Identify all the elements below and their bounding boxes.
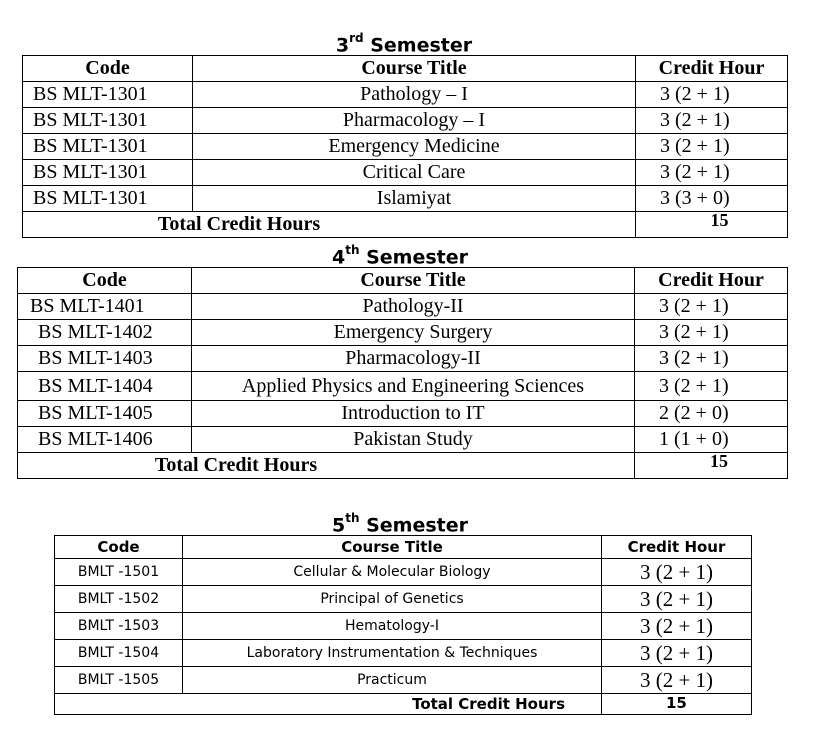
credit-hour: 3 (2 + 1) [602, 559, 752, 586]
total-credit-hours-value: 15 [635, 453, 788, 479]
table-row [18, 320, 788, 346]
table-row [18, 372, 788, 401]
table-header-row [18, 268, 788, 294]
header-code: Code [55, 536, 183, 559]
semester-4-word: Semester [366, 246, 469, 269]
credit-hour: 3 (2 + 1) [635, 320, 788, 346]
course-title: Pakistan Study [192, 427, 635, 453]
semester-5-table [54, 535, 752, 715]
credit-hour: 3 (2 + 1) [636, 160, 788, 186]
course-code: BS MLT-1405 [18, 401, 192, 427]
total-row [18, 453, 788, 479]
semester-5-suffix: th [345, 511, 360, 525]
course-title: Cellular & Molecular Biology [183, 559, 602, 586]
table-row [18, 427, 788, 453]
table-row [23, 134, 788, 160]
table-header-row [55, 536, 752, 559]
course-title: Pharmacology-II [192, 346, 635, 372]
semester-5-title [18, 509, 782, 536]
table-row [23, 82, 788, 108]
course-title: Islamiyat [193, 186, 636, 212]
table-row [55, 586, 752, 613]
credit-hour: 1 (1 + 0) [635, 427, 788, 453]
course-code: BS MLT-1404 [18, 372, 192, 401]
table-row [18, 294, 788, 320]
credit-hour: 3 (2 + 1) [602, 667, 752, 694]
header-code: Code [18, 268, 192, 294]
table-row [55, 559, 752, 586]
semester-3-title [22, 29, 786, 56]
table-header-row [23, 56, 788, 82]
course-title: Laboratory Instrumentation & Techniques [183, 640, 602, 667]
course-title: Principal of Genetics [183, 586, 602, 613]
credit-hour: 3 (2 + 1) [602, 586, 752, 613]
table-row [23, 160, 788, 186]
header-credit-hour: Credit Hour [636, 56, 788, 82]
course-title: Hematology-I [183, 613, 602, 640]
semester-4-ordinal: 4 [331, 246, 346, 269]
credit-hour: 3 (2 + 1) [635, 372, 788, 401]
credit-hour: 3 (2 + 1) [635, 294, 788, 320]
course-code: BS MLT-1402 [18, 320, 192, 346]
course-code: BS MLT-1406 [18, 427, 192, 453]
total-credit-hours-label: Total Credit Hours [23, 212, 636, 238]
course-title: Pharmacology – I [193, 108, 636, 134]
course-title: Applied Physics and Engineering Sciences [192, 372, 635, 401]
semester-3-table [22, 55, 788, 238]
table-row [23, 108, 788, 134]
semester-4-table [17, 267, 788, 479]
course-code: BMLT -1502 [55, 586, 183, 613]
course-code: BS MLT-1301 [23, 160, 193, 186]
total-credit-hours-label: Total Credit Hours [55, 694, 602, 715]
credit-hour: 3 (2 + 1) [635, 346, 788, 372]
course-title: Introduction to IT [192, 401, 635, 427]
total-credit-hours-value: 15 [602, 694, 752, 715]
course-code: BS MLT-1301 [23, 186, 193, 212]
course-code: BS MLT-1301 [23, 108, 193, 134]
header-course-title: Course Title [183, 536, 602, 559]
course-title: Practicum [183, 667, 602, 694]
course-code: BS MLT-1301 [23, 82, 193, 108]
course-code: BMLT -1501 [55, 559, 183, 586]
header-course-title: Course Title [193, 56, 636, 82]
credit-hour: 3 (2 + 1) [636, 108, 788, 134]
total-credit-hours-value: 15 [636, 212, 788, 238]
semester-4-suffix: th [345, 243, 360, 257]
semester-5-word: Semester [366, 514, 469, 537]
course-title: Critical Care [193, 160, 636, 186]
semester-3-suffix: rd [349, 31, 364, 45]
semester-5-ordinal: 5 [331, 514, 346, 537]
header-credit-hour: Credit Hour [602, 536, 752, 559]
semester-4-title [18, 241, 782, 268]
course-code: BS MLT-1401 [18, 294, 192, 320]
credit-hour: 3 (3 + 0) [636, 186, 788, 212]
header-course-title: Course Title [192, 268, 635, 294]
course-title: Pathology-II [192, 294, 635, 320]
course-code: BMLT -1504 [55, 640, 183, 667]
credit-hour: 3 (2 + 1) [602, 613, 752, 640]
credit-hour: 3 (2 + 1) [636, 134, 788, 160]
course-code: BS MLT-1301 [23, 134, 193, 160]
course-code: BS MLT-1403 [18, 346, 192, 372]
table-row [23, 186, 788, 212]
semester-3-word: Semester [370, 34, 473, 57]
table-row [55, 613, 752, 640]
course-title: Emergency Surgery [192, 320, 635, 346]
semester-3-ordinal: 3 [335, 34, 350, 57]
course-code: BMLT -1505 [55, 667, 183, 694]
credit-hour: 3 (2 + 1) [602, 640, 752, 667]
header-credit-hour: Credit Hour [635, 268, 788, 294]
table-row [55, 667, 752, 694]
total-row [55, 694, 752, 715]
credit-hour: 2 (2 + 0) [635, 401, 788, 427]
table-row [18, 346, 788, 372]
total-credit-hours-label: Total Credit Hours [18, 453, 635, 479]
course-title: Emergency Medicine [193, 134, 636, 160]
table-row [55, 640, 752, 667]
total-row [23, 212, 788, 238]
course-code: BMLT -1503 [55, 613, 183, 640]
table-row [18, 401, 788, 427]
credit-hour: 3 (2 + 1) [636, 82, 788, 108]
course-title: Pathology – I [193, 82, 636, 108]
header-code: Code [23, 56, 193, 82]
